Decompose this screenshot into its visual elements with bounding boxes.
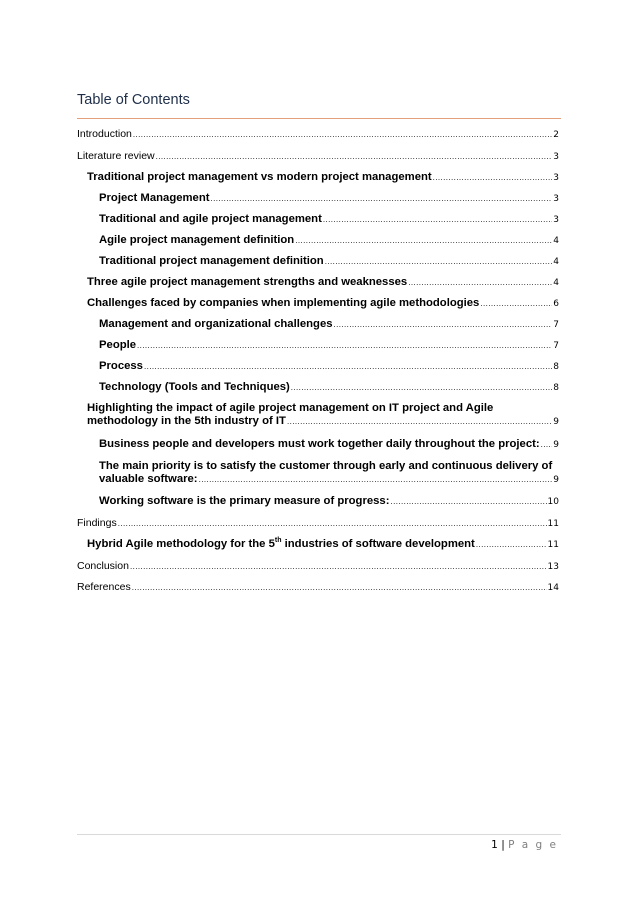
footer-rule <box>77 834 561 835</box>
toc-entry-traditional-and-agile[interactable] <box>77 213 559 226</box>
toc-entry-label: Process <box>99 360 143 372</box>
dot-leader <box>325 257 553 268</box>
toc-entry-page: 9 <box>553 417 559 427</box>
toc-entry-challenges[interactable] <box>77 297 559 310</box>
toc-entry-page: 11 <box>547 540 559 550</box>
dot-leader <box>137 341 552 352</box>
toc-entry-page: 6 <box>553 299 559 309</box>
dot-leader <box>334 320 553 331</box>
toc-entry-label: Introduction <box>77 128 132 140</box>
toc-entry-references[interactable] <box>77 581 559 594</box>
dot-leader <box>144 362 552 373</box>
dot-leader <box>287 417 552 428</box>
toc-title: Table of Contents <box>77 92 190 108</box>
toc-entry-management-challenges[interactable] <box>77 318 559 331</box>
dot-leader <box>433 173 553 184</box>
toc-entry-label: Three agile project management strengths and weaknesses <box>87 276 408 288</box>
toc-entry-label-line2: valuable software: <box>99 473 198 485</box>
toc-entry-page: 3 <box>553 215 559 225</box>
toc-entry-label: Working software is the primary measure of progress: <box>99 495 390 507</box>
toc-entry-literature-review[interactable] <box>77 150 559 163</box>
toc-entry-page: 7 <box>553 320 559 330</box>
toc-entry-findings[interactable] <box>77 517 559 530</box>
toc-entry-label-line1: Highlighting the impact of agile project management on IT project and Agile <box>87 402 494 414</box>
dot-leader <box>476 540 547 551</box>
toc-entry-conclusion[interactable] <box>77 560 559 573</box>
toc-entry-page: 8 <box>553 362 559 372</box>
toc-entry-hybrid-agile[interactable] <box>77 538 559 551</box>
toc-entry-page: 3 <box>553 194 559 204</box>
footer-page-number: 1 <box>491 839 498 851</box>
toc-entry-label: Literature review <box>77 150 155 162</box>
toc-entry-label: Business people and developers must work together daily throughout the project: <box>99 438 540 450</box>
toc-entry-technology[interactable] <box>77 381 559 394</box>
toc-entry-label: Findings <box>77 517 117 529</box>
toc-entry-page: 2 <box>553 130 559 140</box>
toc-entry-label: Project Management <box>99 192 210 204</box>
toc-entry-working-software[interactable] <box>77 495 559 508</box>
footer-page-word: P a g e <box>508 839 558 851</box>
toc-entry-page: 3 <box>553 152 559 162</box>
toc-entry-page: 3 <box>553 173 559 183</box>
toc-entry-label: Conclusion <box>77 560 129 572</box>
toc-entry-project-management[interactable] <box>77 192 559 205</box>
dot-leader <box>130 562 547 573</box>
toc-entry-page: 10 <box>547 497 559 507</box>
footer-separator: | <box>501 839 505 851</box>
toc-entry-strengths-weaknesses[interactable] <box>77 276 559 289</box>
toc-entry-label: Traditional project management vs modern project management <box>87 171 432 183</box>
dot-leader <box>480 299 552 310</box>
dot-leader <box>211 194 553 205</box>
toc-entry-page: 11 <box>547 519 559 529</box>
toc-entry-label: Technology (Tools and Techniques) <box>99 381 290 393</box>
toc-entry-business-people[interactable] <box>77 438 559 451</box>
toc-entry-page: 14 <box>547 583 559 593</box>
title-underline <box>77 118 561 119</box>
toc-entry-agile-definition[interactable] <box>77 234 559 247</box>
toc-entry-label: Challenges faced by companies when implementing agile methodologies <box>87 297 480 309</box>
dot-leader <box>291 383 552 394</box>
toc-entry-introduction[interactable] <box>77 128 559 141</box>
dot-leader <box>323 215 552 226</box>
dot-leader <box>132 583 547 594</box>
toc-entry-main-priority[interactable] <box>77 460 559 486</box>
toc-entry-page: 8 <box>553 383 559 393</box>
toc-entry-label: People <box>99 339 137 351</box>
toc-entry-page: 13 <box>547 562 559 572</box>
page-footer <box>491 839 558 851</box>
dot-leader <box>199 475 553 486</box>
dot-leader <box>118 519 547 530</box>
dot-leader <box>295 236 552 247</box>
toc-entry-label: References <box>77 581 131 593</box>
toc-entry-page: 9 <box>553 475 559 485</box>
toc-entry-label: Management and organizational challenges <box>99 318 333 330</box>
toc-entry-label: Traditional project management definition <box>99 255 324 267</box>
dot-leader <box>133 130 552 141</box>
dot-leader <box>408 278 552 289</box>
toc-entry-page: 4 <box>553 236 559 246</box>
toc-entry-page: 9 <box>553 440 559 450</box>
toc-entry-impact-agile[interactable] <box>77 402 559 428</box>
toc-entry-page: 4 <box>553 257 559 267</box>
dot-leader <box>156 152 553 163</box>
toc-entry-label: Agile project management definition <box>99 234 295 246</box>
dot-leader <box>390 497 546 508</box>
toc-entry-label-line2: methodology in the 5th industry of IT <box>87 415 286 427</box>
toc-entry-label-line1: The main priority is to satisfy the customer through early and continuous delivery of <box>99 460 553 472</box>
toc-entry-process[interactable] <box>77 360 559 373</box>
toc-entry-people[interactable] <box>77 339 559 352</box>
toc-entry-page: 4 <box>553 278 559 288</box>
toc-entry-page: 7 <box>553 341 559 351</box>
toc-entry-label: Traditional and agile project management <box>99 213 322 225</box>
dot-leader <box>541 440 553 451</box>
toc-entry-traditional-vs-modern[interactable] <box>77 171 559 184</box>
toc-entry-label: Hybrid Agile methodology for the 5th industries of software development <box>87 537 475 550</box>
toc-entry-traditional-definition[interactable] <box>77 255 559 268</box>
